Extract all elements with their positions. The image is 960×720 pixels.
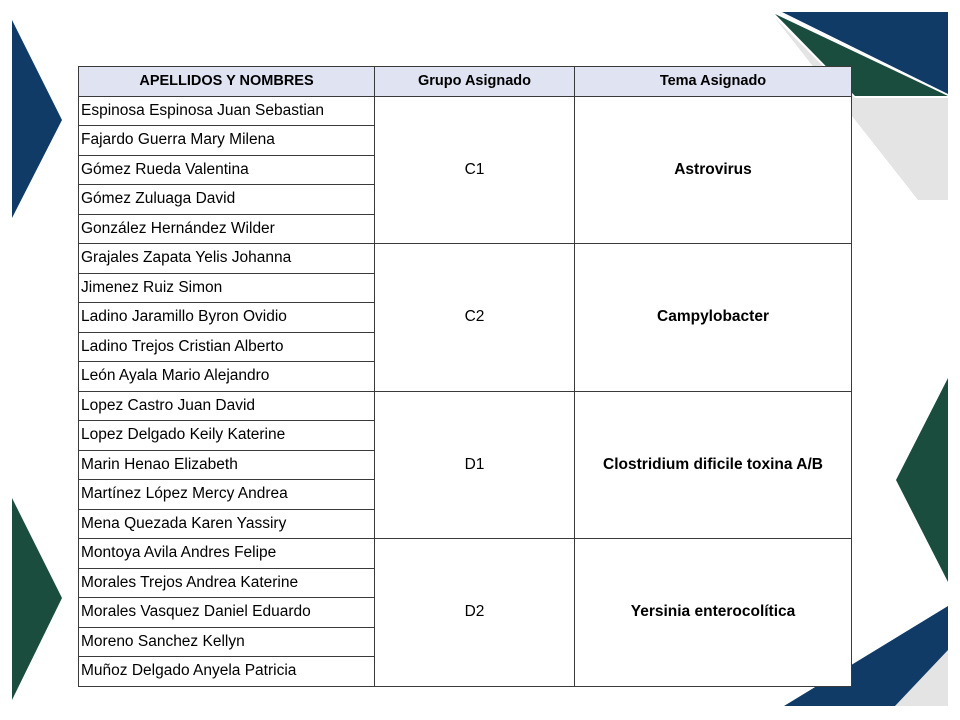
table-header-row	[79, 67, 852, 97]
left-top-navy-triangle	[12, 20, 62, 218]
student-name: Martínez López Mercy Andrea	[79, 480, 375, 510]
student-name: Ladino Jaramillo Byron Ovidio	[79, 303, 375, 333]
group-topic: Yersinia enterocolítica	[575, 539, 852, 687]
left-bottom-green-triangle	[12, 498, 62, 700]
student-name: Lopez Delgado Keily Katerine	[79, 421, 375, 451]
group-topic: Clostridium dificile toxina A/B	[575, 391, 852, 539]
student-name: León Ayala Mario Alejandro	[79, 362, 375, 392]
student-name: Espinosa Espinosa Juan Sebastian	[79, 96, 375, 126]
table-row	[79, 539, 852, 569]
student-name: Ladino Trejos Cristian Alberto	[79, 332, 375, 362]
table-row	[79, 391, 852, 421]
student-name: Montoya Avila Andres Felipe	[79, 539, 375, 569]
student-name: Marin Henao Elizabeth	[79, 450, 375, 480]
student-name: Fajardo Guerra Mary Milena	[79, 126, 375, 156]
student-name: González Hernández Wilder	[79, 214, 375, 244]
student-name: Lopez Castro Juan David	[79, 391, 375, 421]
student-name: Gómez Zuluaga David	[79, 185, 375, 215]
student-name: Muñoz Delgado Anyela Patricia	[79, 657, 375, 687]
student-name: Morales Vasquez Daniel Eduardo	[79, 598, 375, 628]
student-name: Gómez Rueda Valentina	[79, 155, 375, 185]
header-topic: Tema Asignado	[575, 67, 852, 97]
group-code: C1	[375, 96, 575, 244]
group-topic: Astrovirus	[575, 96, 852, 244]
student-name: Mena Quezada Karen Yassiry	[79, 509, 375, 539]
student-name: Jimenez Ruiz Simon	[79, 273, 375, 303]
student-name: Moreno Sanchez Kellyn	[79, 627, 375, 657]
group-code: D2	[375, 539, 575, 687]
group-code: C2	[375, 244, 575, 392]
header-group: Grupo Asignado	[375, 67, 575, 97]
table-row	[79, 244, 852, 274]
header-names: APELLIDOS Y NOMBRES	[79, 67, 375, 97]
group-assignment-table	[78, 66, 852, 687]
table-row	[79, 96, 852, 126]
group-topic: Campylobacter	[575, 244, 852, 392]
student-name: Morales Trejos Andrea Katerine	[79, 568, 375, 598]
student-name: Grajales Zapata Yelis Johanna	[79, 244, 375, 274]
group-code: D1	[375, 391, 575, 539]
right-mid-green-triangle	[896, 378, 948, 582]
